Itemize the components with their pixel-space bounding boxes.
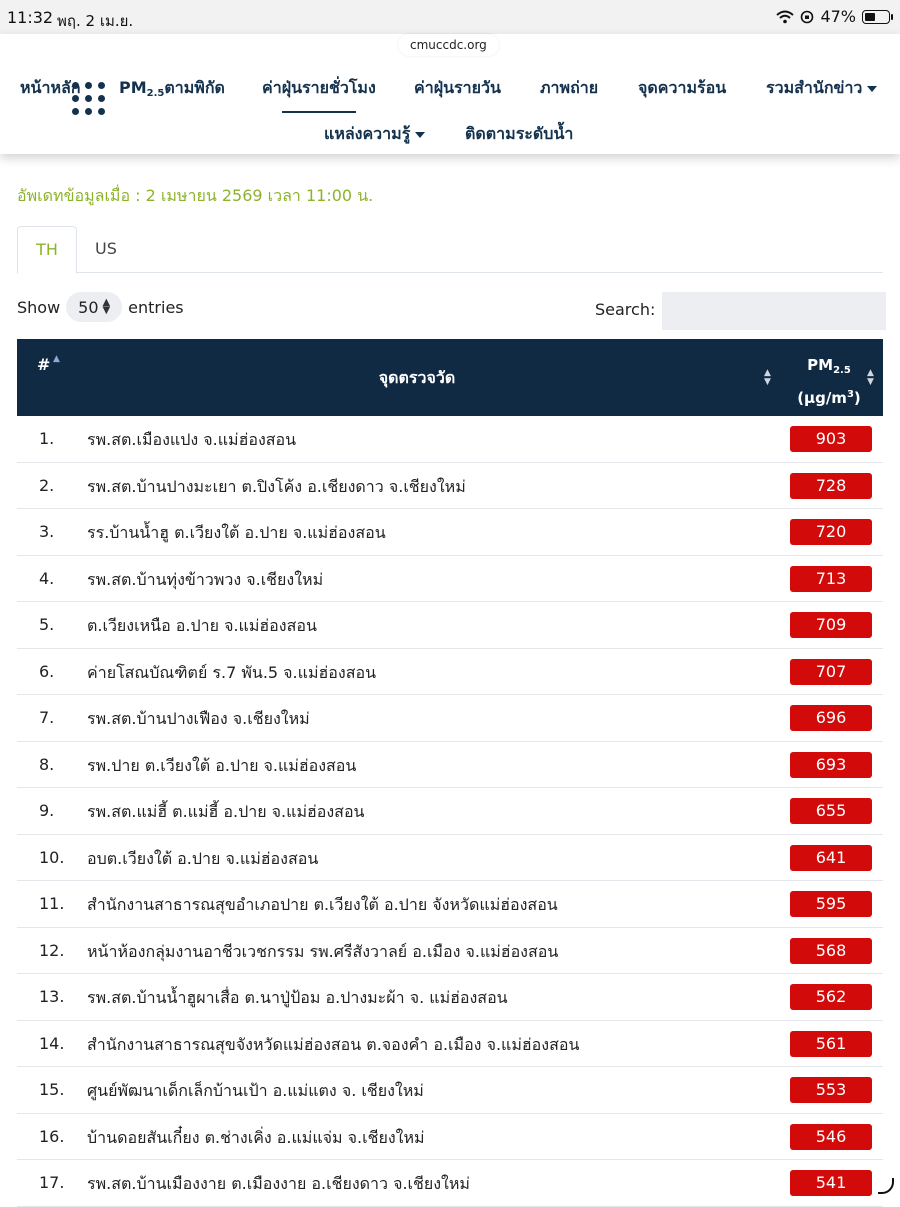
header-unit: (µg/m: [797, 389, 847, 407]
table-header: [17, 339, 883, 416]
update-timestamp: อัพเดทข้อมูลเมื่อ : 2 เมษายน 2569 เวลา 11:00 น.: [17, 186, 374, 205]
table-row[interactable]: [17, 463, 883, 510]
url-pill[interactable]: cmuccdc.org: [398, 34, 499, 56]
pm-value-badge: 641: [790, 845, 872, 871]
row-number: 4.: [39, 568, 55, 588]
pm-value-badge: 595: [790, 891, 872, 917]
search-label: Search:: [595, 300, 656, 319]
nav-home[interactable]: หน้าหลัก: [20, 78, 81, 97]
header-pm25-line1: [792, 353, 866, 383]
table-row[interactable]: [17, 416, 883, 463]
row-number: 1.: [39, 429, 55, 448]
row-number: 6.: [39, 661, 55, 681]
nav-pm-suffix: ตามพิกัด: [164, 78, 225, 97]
tab-th[interactable]: TH: [17, 226, 77, 274]
sort-asc-icon: ▲: [53, 354, 60, 364]
row-location[interactable]: ศูนย์พัฒนาเด็กเล็กบ้านเป้า อ.แม่แตง จ. เชียงใหม่: [87, 1081, 424, 1100]
unit-tabs: [17, 226, 883, 273]
chevron-down-icon: [867, 86, 877, 92]
header-number[interactable]: #: [37, 355, 51, 374]
header-pm25-unit: [792, 383, 866, 410]
pm-value-badge: 696: [790, 705, 872, 731]
nav-photos[interactable]: ภาพถ่าย: [540, 78, 599, 97]
pm-value-badge: 713: [790, 566, 872, 592]
sort-icon: ▲ ▼: [867, 368, 874, 387]
row-location[interactable]: ต.เวียงเหนือ อ.ปาย จ.แม่ฮ่องสอน: [87, 616, 317, 635]
header-pm-prefix: PM: [807, 356, 834, 374]
header-location[interactable]: จุดตรวจวัด: [378, 368, 456, 387]
show-label: Show: [17, 297, 61, 317]
row-number: 10.: [39, 847, 65, 867]
row-location[interactable]: รพ.ปาย ต.เวียงใต้ อ.ปาย จ.แม่ฮ่องสอน: [87, 755, 357, 775]
header-unit-close: ): [853, 389, 861, 407]
row-location[interactable]: รพ.สต.บ้านปางมะเยา ต.ปิงโค้ง อ.เชียงดาว จ.เชียงใหม่: [87, 476, 466, 496]
table-row[interactable]: [17, 1067, 883, 1114]
row-location[interactable]: รร.บ้านน้ำฮู ต.เวียงใต้ อ.ปาย จ.แม่ฮ่องสอน: [87, 523, 386, 542]
status-bar: [0, 0, 900, 34]
header-pm25[interactable]: [792, 353, 866, 410]
nav-water-level[interactable]: ติดตามระดับน้ำ: [465, 124, 574, 143]
row-location[interactable]: รพ.สต.บ้านทุ่งข้าวพวง จ.เชียงใหม่: [87, 569, 324, 589]
orientation-lock-icon: [800, 10, 814, 24]
row-number: 8.: [39, 754, 55, 774]
search-input[interactable]: [662, 292, 886, 330]
table-row[interactable]: [17, 649, 883, 696]
nav-news-label: รวมสำนักข่าว: [766, 78, 863, 97]
row-location[interactable]: สำนักงานสาธารณสุขอำเภอปาย ต.เวียงใต้ อ.ปาย จังหวัดแม่ฮ่องสอน: [87, 895, 558, 914]
table-row[interactable]: [17, 974, 883, 1021]
nav-knowledge-dropdown[interactable]: [324, 122, 425, 147]
row-number: 14.: [39, 1033, 65, 1053]
nav-knowledge-label: แหล่งความรู้: [324, 124, 411, 143]
row-number: 17.: [39, 1173, 65, 1192]
table-row[interactable]: [17, 1021, 883, 1068]
row-location[interactable]: บ้านดอยสันเกี๋ยง ต.ช่างเคิ่ง อ.แม่แจ่ม จ.เชียงใหม่: [87, 1127, 425, 1147]
row-number: 12.: [39, 940, 65, 960]
row-location[interactable]: รพ.สต.บ้านน้ำฮูผาเสื่อ ต.นาปู่ป้อม อ.ปางมะผ้า จ. แม่ฮ่องสอน: [87, 988, 508, 1007]
pm-value-badge: 546: [790, 1124, 872, 1150]
row-location[interactable]: รพ.สต.เมืองแปง จ.แม่ฮ่องสอน: [87, 430, 297, 449]
tab-us[interactable]: US: [95, 239, 117, 258]
pm-value-badge: 541: [790, 1170, 872, 1196]
table-row[interactable]: [17, 509, 883, 556]
table-row[interactable]: [17, 788, 883, 835]
status-time: 11:32: [7, 8, 54, 27]
pm-value-badge: 693: [790, 752, 872, 778]
table-row[interactable]: [17, 835, 883, 882]
entries-select[interactable]: [66, 292, 122, 322]
table-row[interactable]: [17, 742, 883, 789]
row-number: 13.: [39, 987, 65, 1006]
nav-pm-prefix: PM: [119, 78, 147, 97]
status-indicators: [776, 7, 890, 26]
row-location[interactable]: รพ.สต.บ้านปางเฟือง จ.เชียงใหม่: [87, 709, 310, 728]
nav-pm-sub: 2.5: [146, 88, 165, 99]
table-row[interactable]: [17, 602, 883, 649]
pm-value-badge: 903: [790, 426, 872, 452]
pm-value-badge: 562: [790, 984, 872, 1010]
pm-value-badge: 553: [790, 1077, 872, 1103]
table-row[interactable]: [17, 928, 883, 975]
resize-handle-icon[interactable]: [878, 1178, 894, 1194]
table-row[interactable]: [17, 695, 883, 742]
nav-news-dropdown[interactable]: [766, 76, 877, 101]
pm-table: [17, 339, 883, 1207]
row-number: 5.: [39, 615, 55, 634]
row-location[interactable]: รพ.สต.บ้านเมืองงาย ต.เมืองงาย อ.เชียงดาว จ.เชียงใหม่: [87, 1174, 470, 1193]
pm-value-badge: 728: [790, 473, 872, 499]
row-location[interactable]: รพ.สต.แม่ฮี้ ต.แม่ฮี้ อ.ปาย จ.แม่ฮ่องสอน: [87, 802, 365, 821]
row-number: 16.: [39, 1126, 65, 1146]
wifi-icon: [776, 10, 794, 24]
pm-value-badge: 561: [790, 1031, 872, 1057]
battery-icon: [862, 10, 890, 24]
table-row[interactable]: [17, 881, 883, 928]
row-number: 3.: [39, 522, 55, 541]
nav-hourly[interactable]: ค่าฝุ่นรายชั่วโมง: [262, 76, 376, 101]
row-number: 7.: [39, 708, 55, 727]
pm-value-badge: 709: [790, 612, 872, 638]
row-number: 9.: [39, 801, 55, 820]
row-location[interactable]: ค่ายโสณบัณฑิตย์ ร.7 พัน.5 จ.แม่ฮ่องสอน: [87, 662, 376, 682]
status-date: พฤ. 2 เม.ย.: [57, 12, 134, 30]
pm-value-badge: 568: [790, 938, 872, 964]
pm-value-badge: 655: [790, 798, 872, 824]
pm-value-badge: 720: [790, 519, 872, 545]
sort-icon: ▲ ▼: [764, 368, 771, 387]
row-location[interactable]: สำนักงานสาธารณสุขจังหวัดแม่ฮ่องสอน ต.จองคำ อ.เมือง จ.แม่ฮ่องสอน: [87, 1034, 580, 1054]
row-location[interactable]: อบต.เวียงใต้ อ.ปาย จ.แม่ฮ่องสอน: [87, 848, 319, 868]
chevron-down-icon: [415, 132, 425, 138]
table-row[interactable]: [17, 556, 883, 603]
table-body: [17, 416, 883, 1207]
row-location[interactable]: หน้าห้องกลุ่มงานอาชีวเวชกรรม รพ.ศรีสังวาลย์ อ.เมือง จ.แม่ฮ่องสอน: [87, 941, 559, 961]
nav-pm-by-location[interactable]: [119, 76, 225, 101]
row-number: 2.: [39, 475, 55, 495]
entries-suffix: entries: [128, 297, 184, 317]
nav-hotspots[interactable]: จุดความร้อน: [638, 78, 727, 97]
row-number: 15.: [39, 1080, 65, 1099]
nav-daily[interactable]: ค่าฝุ่นรายวัน: [414, 78, 501, 97]
row-number: 11.: [39, 894, 65, 913]
battery-percent: 47%: [820, 7, 856, 26]
entries-length-control: [17, 292, 184, 322]
header-unit-sup: 3: [846, 389, 854, 400]
header-pm-sub: 2.5: [833, 365, 851, 376]
select-updown-icon: ▲ ▼: [102, 297, 111, 316]
pm-value-badge: 707: [790, 659, 872, 685]
entries-select-value: 50: [78, 297, 99, 317]
table-row[interactable]: [17, 1114, 883, 1161]
